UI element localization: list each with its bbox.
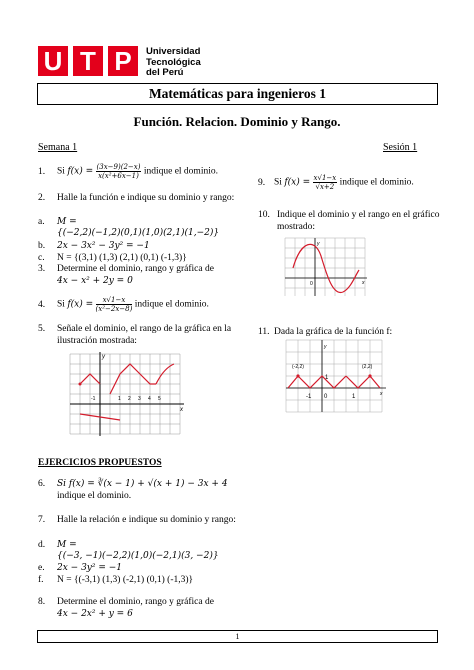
tick-label: -1	[306, 394, 312, 400]
graph-exercise-5	[64, 348, 192, 438]
sub-item-letter: d.	[38, 540, 46, 550]
tick-label: 1	[118, 396, 121, 402]
course-title: Matemáticas para ingenieros 1	[37, 83, 438, 105]
math-expression: 2x − 3y² = −1	[57, 563, 123, 573]
exercise-6-line2: indique el dominio.	[57, 491, 132, 501]
exercise-2b	[38, 240, 150, 252]
exercise-7f	[38, 574, 193, 586]
logo-letter-u: U	[38, 46, 68, 76]
exercise-6	[38, 478, 228, 490]
exercise-number: 1.	[38, 166, 46, 177]
exercise-number: 8.	[38, 597, 46, 607]
exercise-9	[258, 174, 448, 191]
equation-8: 4x − 2x² + y = 6	[57, 609, 133, 619]
graph-curve	[288, 376, 298, 388]
exercise-number: 2.	[38, 193, 46, 203]
tick-label: 4	[148, 396, 151, 402]
exercise-3	[38, 263, 214, 275]
university-name	[146, 47, 201, 79]
graph-exercise-10	[283, 236, 369, 298]
university-name-line1: Universidad	[146, 46, 201, 57]
tick-label: 1	[325, 375, 329, 381]
point	[296, 374, 299, 377]
exercise-7	[38, 514, 248, 526]
tick-label: 2	[128, 396, 131, 402]
math-expression: M =	[57, 217, 77, 227]
exercise-number: 5.	[38, 324, 46, 334]
exercise-text: Halle la relación e indique su dominio y rango:	[57, 515, 236, 525]
exercise-number: 3.	[38, 264, 46, 274]
exercise-5	[38, 323, 248, 347]
tick-label: 0	[324, 394, 328, 400]
tick-label: 5	[158, 396, 161, 402]
point-label: (2,2)	[362, 364, 373, 370]
exercise-text: indique el dominio.	[132, 299, 209, 310]
sub-item-letter: c.	[38, 253, 45, 263]
point	[368, 374, 371, 377]
point-label: (-2,2)	[292, 364, 304, 370]
exercise-text: Si	[57, 166, 68, 177]
function-notation: f(x) =	[67, 166, 94, 177]
exercise-text: indique el dominio.	[141, 166, 218, 177]
sub-item-letter: f.	[38, 575, 44, 585]
point	[79, 383, 82, 386]
math-expression: N = {(3,1) (1,3) (2,1) (0,1) (-1,3)}	[57, 253, 187, 263]
sub-item-letter: a.	[38, 217, 45, 227]
page-number: 1	[37, 630, 438, 643]
proposed-exercises-heading: EJERCICIOS PROPUESTOS	[38, 458, 162, 468]
sub-item-letter: b.	[38, 241, 46, 251]
exercise-text: Dada la gráfica de la función f:	[274, 327, 393, 337]
exercise-8	[38, 596, 214, 608]
logo-letter-p: P	[108, 46, 138, 76]
y-axis-label: y	[324, 344, 327, 350]
exercise-number: 6.	[38, 479, 46, 489]
math-expression: Si f(x) = ∛(x − 1) + √(x + 1) − 3x + 4	[57, 479, 228, 489]
fraction	[96, 163, 142, 180]
exercise-10	[258, 209, 448, 233]
exercise-text: Si	[274, 177, 285, 188]
graph-curve	[110, 364, 156, 394]
exercise-text: Indique el dominio y el rango en el gráfico mostrado:	[277, 210, 440, 232]
x-axis-label: x	[180, 407, 183, 413]
fraction-numerator: x√1−x	[96, 296, 133, 305]
exercise-text: indique el dominio.	[337, 177, 414, 188]
university-name-line3: del Perú	[146, 67, 184, 78]
math-expression: M =	[57, 540, 77, 550]
tick-label: 1	[352, 394, 356, 400]
y-axis-label: y	[317, 241, 320, 247]
math-expression: 2x − 3x² − 3y² = −1	[57, 241, 150, 251]
y-axis-label: y	[102, 354, 105, 360]
tick-label: -1	[91, 396, 96, 402]
fraction-denominator: (x²−2x−8)	[95, 305, 133, 313]
x-axis-label: x	[362, 280, 365, 286]
sub-item-letter: e.	[38, 563, 45, 573]
set-m-proposed: {(−3, −1)(−2,2)(1,0)(−2,1)(3, −2)}	[57, 551, 219, 561]
fraction-denominator: x(x²+6x−1)	[98, 172, 139, 180]
fraction-denominator: √x+2	[315, 183, 335, 191]
week-label: Semana 1	[38, 142, 78, 153]
equation-3: 4x − x² + 2y = 0	[57, 276, 133, 286]
exercise-text: Determine el dominio, rango y gráfica de	[57, 597, 214, 607]
exercise-number: 4.	[38, 299, 46, 310]
university-name-line2: Tecnológica	[146, 56, 201, 68]
exercise-number: 7.	[38, 515, 46, 525]
fraction	[313, 174, 338, 191]
math-expression: N = {(-3,1) (1,3) (-2,1) (0,1) (-1,3)}	[57, 575, 194, 585]
fraction	[96, 296, 133, 313]
exercise-text: Halle la función e indique su dominio y rango:	[57, 193, 235, 203]
exercise-11	[258, 326, 448, 338]
worksheet-subtitle: Función. Relacion. Dominio y Rango.	[133, 114, 341, 129]
x-axis-label: x	[380, 391, 383, 397]
fraction-numerator: x√1−x	[313, 174, 337, 182]
tick-label: 3	[138, 396, 141, 402]
graph-exercise-11	[284, 338, 390, 414]
function-notation: f(x) =	[67, 299, 94, 310]
graph-curve	[293, 244, 359, 292]
exercise-number: 11.	[258, 327, 270, 337]
exercise-4	[38, 296, 248, 313]
exercise-2	[38, 192, 243, 204]
function-notation: f(x) =	[284, 177, 311, 188]
utp-logo	[38, 46, 138, 76]
graph-curve	[346, 376, 380, 388]
exercise-text: Determine el dominio, rango y gráfica de	[57, 264, 214, 274]
fraction-numerator: (3x−9)(2−x)	[96, 163, 141, 171]
exercise-1	[38, 163, 238, 180]
logo-letter-t: T	[73, 46, 103, 76]
exercise-7e	[38, 562, 122, 574]
exercise-text: Señale el dominio, el rango de la gráfica en la ilustración mostrada:	[57, 324, 232, 346]
set-m: {(−2,2)(−1,2)(0,1)(1,0)(2,1)(1,−2)}	[57, 228, 220, 238]
session-label: Sesión 1	[383, 142, 418, 153]
exercise-number: 9.	[258, 177, 266, 188]
exercise-text: Si	[57, 299, 68, 310]
exercise-number: 10.	[258, 210, 270, 220]
origin-label: 0	[310, 281, 313, 287]
